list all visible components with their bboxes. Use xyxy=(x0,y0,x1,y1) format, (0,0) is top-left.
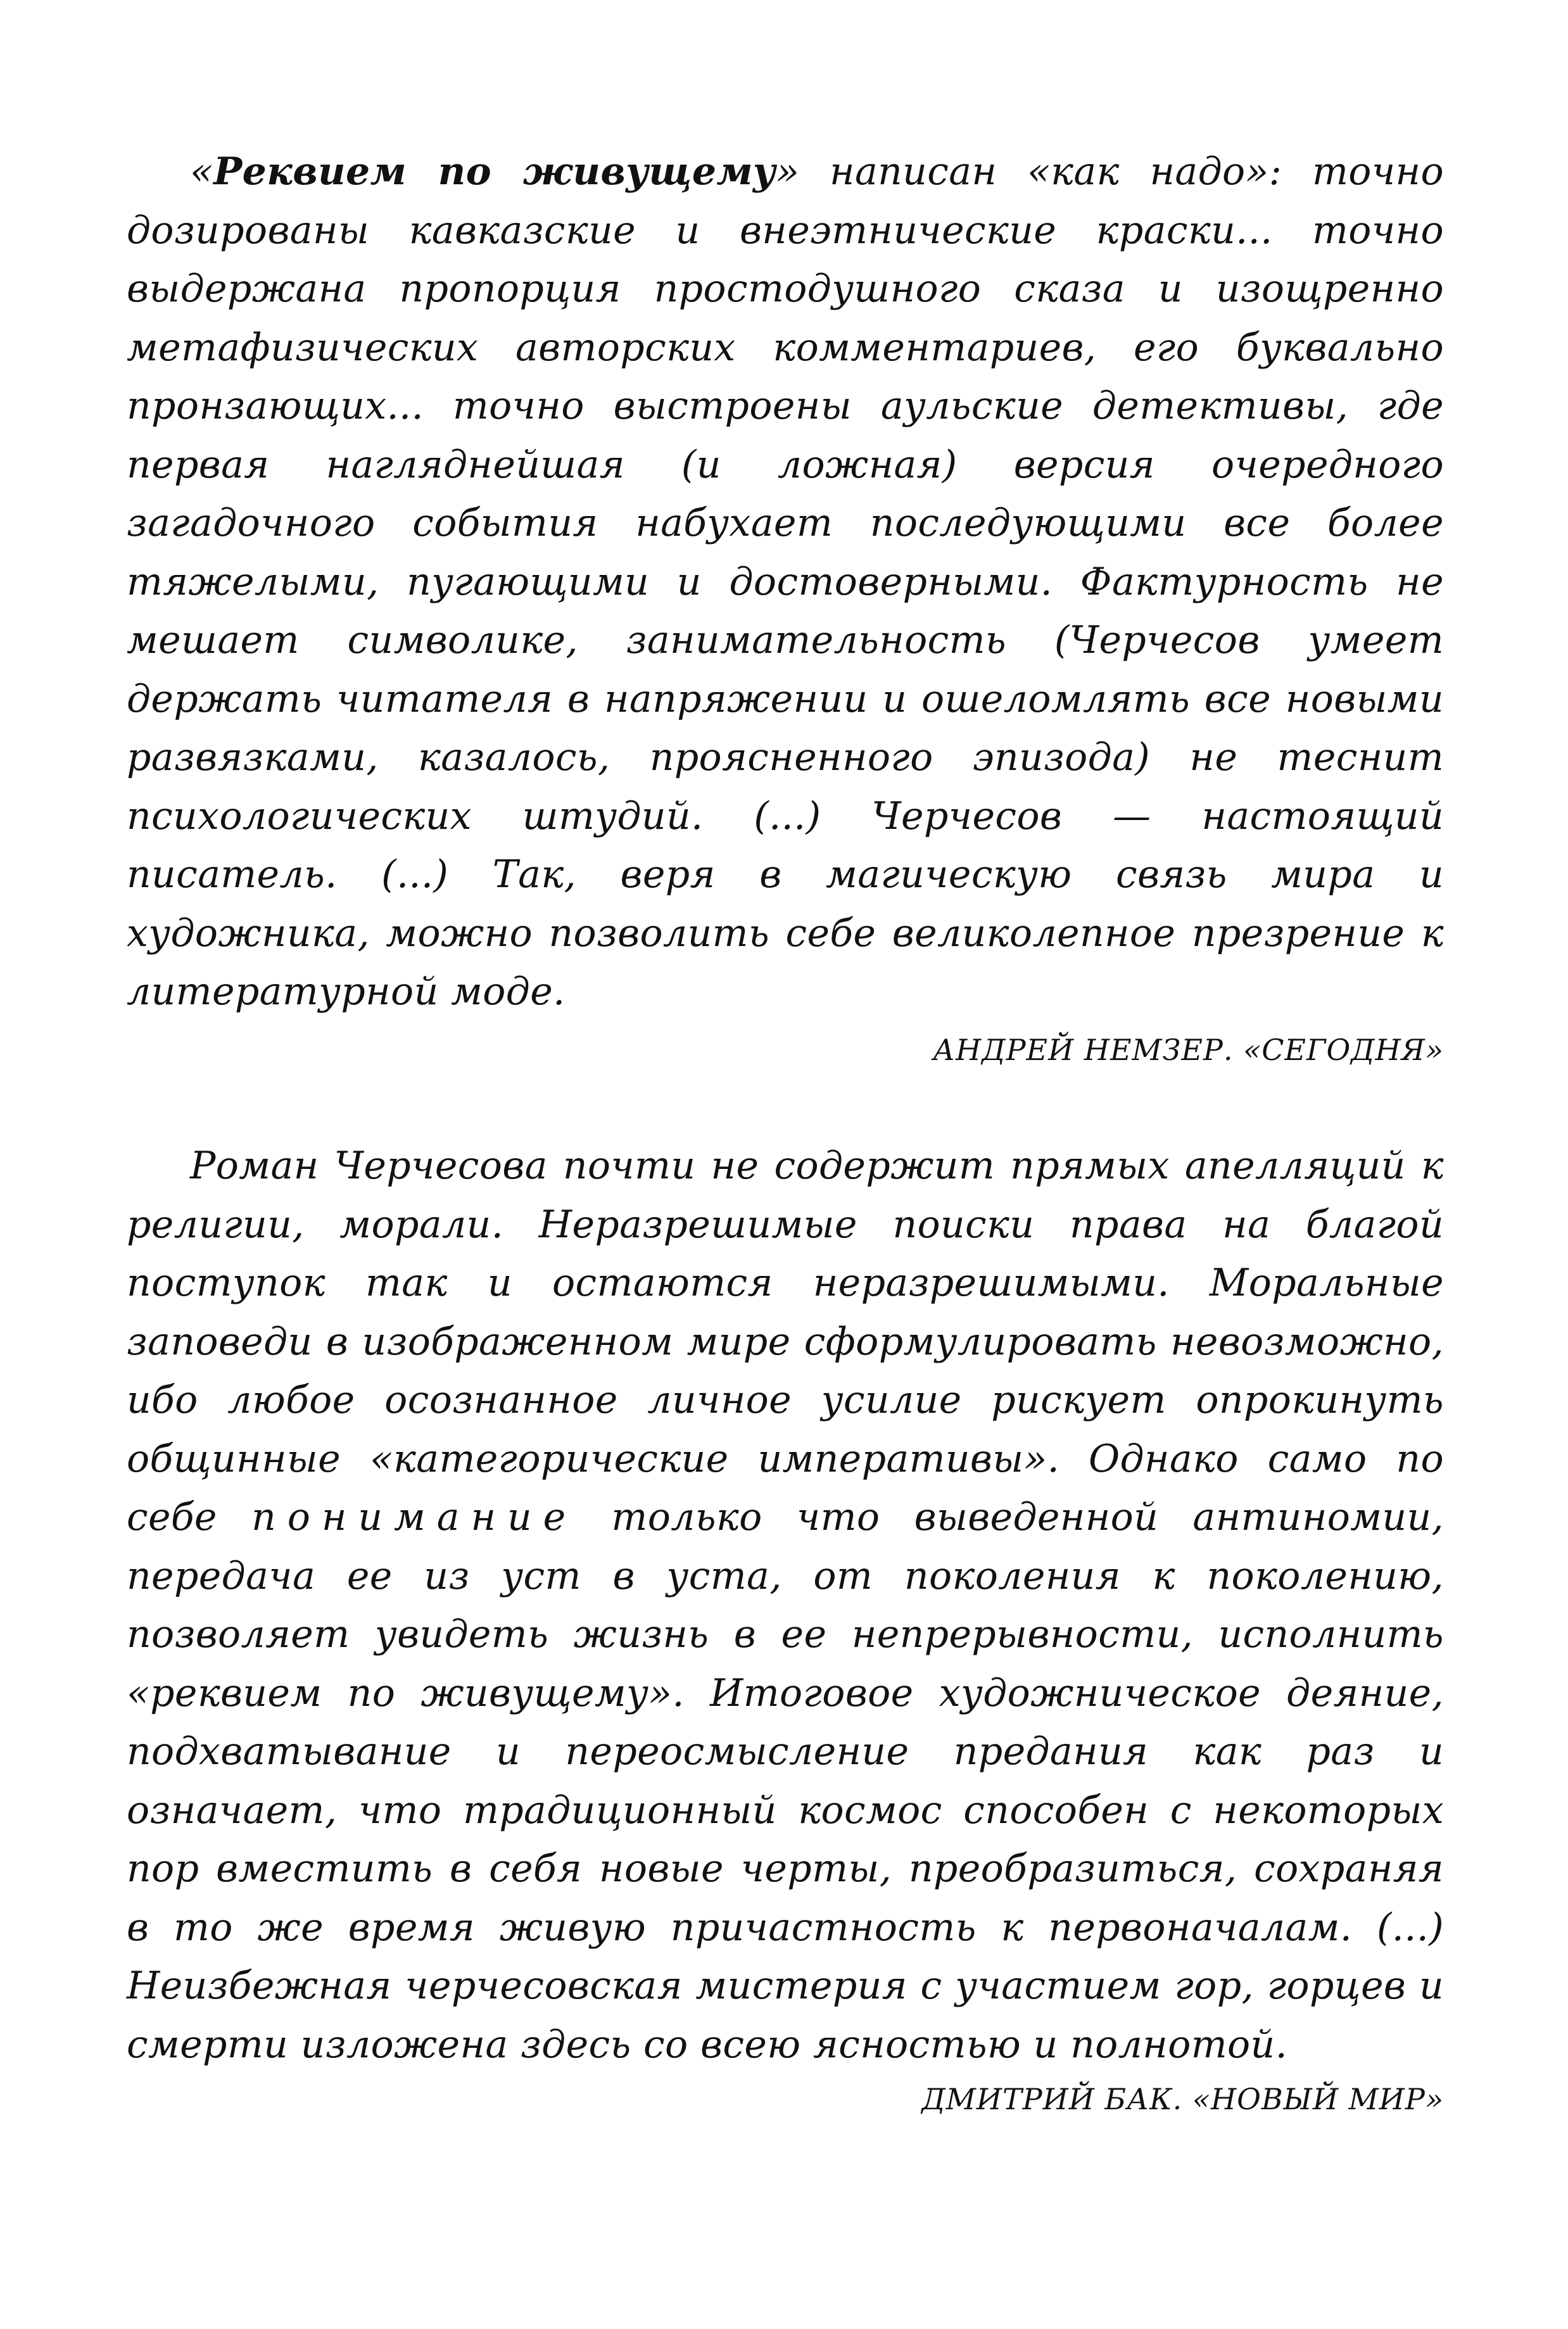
book-title: Реквием по живущему xyxy=(213,149,776,194)
review-attribution: ДМИТРИЙ БАК. «НОВЫЙ МИР» xyxy=(921,2082,1444,2116)
review-body-end: только что выведенной антиномии, передача ее из уст в уста, от поколения к поколению, позволяет увидеть жизнь в ее непрерывности, исполнить «реквием по живущему». Итоговое художническое деяние, подхватывание и переосмысление предания как раз и означает, что традиционный космос способен с некоторых пор вместить в себя новые черты, преобразиться, сохраняя в то же время живую причастность к первоначалам. (...) Неизбежная черчесовская мистерия с участием гор, горцев и смерти изложена здесь со всею ясностью и полнотой. xyxy=(127,1495,1444,2067)
review-body-start: Роман Черчесова почти не содержит прямых апелляций к религии, морали. Неразрешимые поиски права на благой поступок так и остаются неразрешимыми. Моральные заповеди в изображенном мире сформулировать невозможно, ибо любое осознанное личное усилие рискует опрокинуть общинные «категорические императивы». Однако само по себе xyxy=(127,1144,1444,1539)
review-attribution: АНДРЕЙ НЕМЗЕР. «СЕГОДНЯ» xyxy=(933,1032,1444,1067)
review-nemzer xyxy=(127,142,1444,1072)
review-text xyxy=(127,1137,1444,2074)
review-text: «Реквием по живущему» написан «как надо»: точно дозированы кавказские и внеэтнические краски... точно выдержана пропорция простодушного сказа и изощренно метафизических авторских комментариев, его буквально пронзающих... точно выстроены аульские детективы, где первая нагляднейшая (и ложная) версия очередного загадочного события набухает последующими все более тяжелыми, пугающими и достоверными. Фактурность не мешает символике, занимательность (Черчесов умеет держать читателя в напряжении и ошеломлять все новыми развязками, казалось, проясненного эпизода) не теснит психологических штудий. (...) Черчесов — настоящий писатель. (...) Так, веря в магическую связь мира и художника, можно позволить себе великолепное презрение к литературной моде. xyxy=(127,149,1444,1014)
spaced-word: понимание xyxy=(251,1495,578,1539)
review-bak xyxy=(127,1137,1444,2121)
review-body: » написан «как надо»: точно дозированы кавказские и внеэтнические краски... точно выдержана пропорция простодушного сказа и изощренно метафизических авторских комментариев, его буквально пронзающих... точно выстроены аульские детективы, где первая нагляднейшая (и ложная) версия очередного загадочного события набухает последующими все более тяжелыми, пугающими и достоверными. Фактурность не мешает символике, занимательность (Черчесов умеет держать читателя в напряжении и ошеломлять все новыми развязками, казалось, проясненного эпизода) не теснит психологических штудий. (...) Черчесов — настоящий писатель. (...) Так, веря в магическую связь мира и художника, можно позволить себе великолепное презрение к литературной моде. xyxy=(127,149,1444,1014)
